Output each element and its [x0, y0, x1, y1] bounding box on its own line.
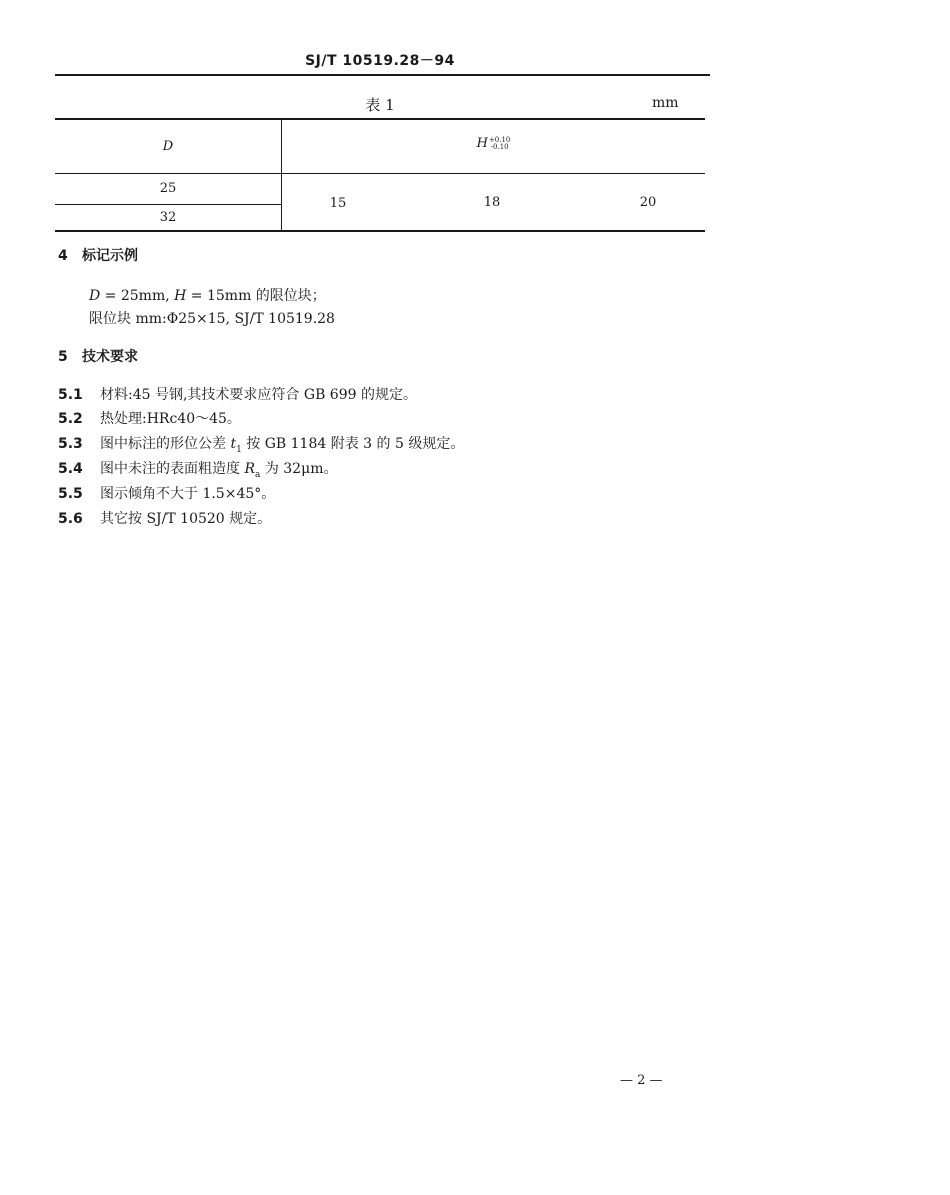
- table-cell-h-2: 18: [483, 195, 501, 210]
- section-4-heading: 4 标记示例: [58, 248, 138, 264]
- list-item: 5.4 图中未注的表面粗造度 $R_a$ 为 32μm。: [58, 461, 338, 480]
- table-cell-h-3: 20: [639, 195, 657, 210]
- table-column-divider: [281, 118, 282, 231]
- table-cell-h-1: 15: [329, 196, 347, 211]
- table-cell-d-2: 32: [159, 210, 177, 225]
- list-item: 5.5 图示倾角不大于 1.5×45°。: [58, 486, 276, 502]
- section-4-example-line1: D = 25mm, H = 15mm 的限位块；: [89, 288, 326, 304]
- table-header-rule: [55, 173, 705, 174]
- header-rule: [55, 74, 710, 76]
- h-tolerance-upper: +0.10: [488, 135, 511, 144]
- section-5-heading: 5 技术要求: [58, 349, 138, 365]
- table-bottom-rule: [55, 230, 705, 232]
- table-cell-d-1: 25: [159, 181, 177, 196]
- section-4-example-line2: 限位块 mm:Φ25×15, SJ/T 10519.28: [89, 311, 335, 327]
- page-number: — 2 —: [620, 1073, 663, 1088]
- table-unit: mm: [652, 95, 679, 111]
- table-top-rule: [55, 118, 705, 120]
- table-caption: 表 1: [365, 96, 395, 114]
- list-item: 5.6 其它按 SJ/T 10520 规定。: [58, 511, 272, 527]
- table-row-divider: [55, 204, 282, 205]
- list-item: 5.3 图中标注的形位公差 $t_1$ 按 GB 1184 附表 3 的 5 级规定。: [58, 436, 465, 455]
- list-item: 5.1 材料:45 号钢,其技术要求应符合 GB 699 的规定。: [58, 387, 417, 403]
- standard-code-header: SJ/T 10519.28－94: [305, 53, 455, 69]
- table-header-d: D: [162, 139, 174, 154]
- table-header-h: H+0.10 -0.10: [476, 135, 511, 151]
- h-tolerance-lower: -0.10: [490, 142, 509, 151]
- list-item: 5.2 热处理:HRc40～45。: [58, 411, 241, 427]
